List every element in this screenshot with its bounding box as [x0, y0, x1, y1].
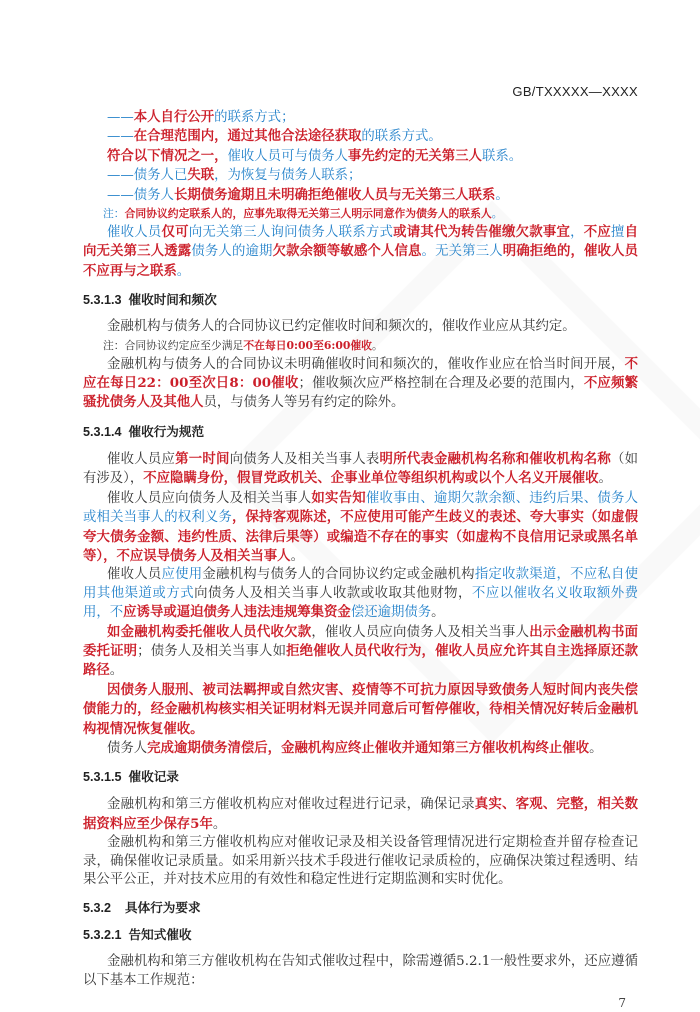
emphasis-blue-text: 催收事由、逾期欠款余额、违约后果、债务人或相关当事人的权利义务 — [83, 490, 639, 526]
emphasis-blue-text: 债务人的逾期 — [191, 244, 273, 260]
heading-5-3-1-3: 5.3.1.3 催收时间和频次 — [83, 293, 217, 308]
heading-5-3-1-4: 5.3.1.4 催收行为规范 — [83, 424, 205, 439]
body-text: 催收人员应 — [107, 451, 176, 467]
heading-5-3-1-5: 5.3.1.5 催收记录 — [83, 770, 179, 785]
emphasis-red-text: 事先约定的无关第三人 — [348, 147, 482, 164]
heading-5-3-2: 5.3.2 具体行为要求 — [83, 901, 201, 916]
body-text: 注：合同协议约定应至少满足 — [103, 338, 244, 352]
emphasis-red-text: 真实、客观、完整，相关数据资料应至少保存5年 — [83, 796, 639, 832]
emphasis-red-text: 欠款余额等敏感个人信息 — [272, 243, 422, 260]
emphasis-blue-text: 擅 — [611, 225, 625, 241]
note-time-limit — [83, 337, 638, 355]
emphasis-blue-text: 的联系方式。 — [361, 129, 442, 145]
body-text: 员，与债务人等另有约定的除外。 — [203, 395, 405, 411]
body-text: ；债务人及相关当事人如 — [137, 643, 287, 659]
body-text: 催收人员 — [107, 567, 162, 583]
emphasis-blue-text: 注： — [103, 207, 125, 221]
emphasis-red-text: 失联 — [187, 167, 215, 184]
heading-5-3-2-1: 5.3.2.1 告知式催收 — [83, 928, 192, 943]
body-text: ，催收人员应向债务人及相关当事人 — [311, 624, 530, 640]
paragraph-inform — [83, 489, 638, 567]
paragraph-termination — [83, 739, 638, 758]
emphasis-red-text: 在合理范围内，通过其他合法途径获取 — [133, 128, 362, 145]
body-text: 金融机构与债务人的合同协议已约定催收时间和频次的，催收作业应从其约定。 — [107, 319, 576, 335]
emphasis-blue-text: —— — [107, 129, 134, 145]
emphasis-red-text: 拒绝催收人员代收行为，催收人员应允许其自主选择原还款路径 — [83, 642, 639, 679]
note-contact-person — [83, 205, 638, 223]
body-text: 金融机构和第三方催收机构在告知式催收过程中，除需遵循5.2.1一般性要求外，还应遵循以下基本工作规范： — [83, 954, 638, 988]
body-text: 金融机构和第三方催收机构应对催收过程进行记录，确保记录 — [107, 797, 475, 813]
paragraph-payment-channel — [83, 566, 638, 622]
emphasis-red-text: 或请其代为转告催缴欠款事宜 — [393, 224, 571, 241]
emphasis-red-text: 明确拒绝的，催收人员不应再与之联系 — [83, 243, 639, 279]
emphasis-red-text: 不应隐瞒身份，假冒党政机关、企事业单位等组织机构或以个人名义开展催收 — [143, 470, 599, 487]
document-code: GB/TXXXXX—XXXX — [512, 84, 638, 99]
body-text: 金融机构与债务人的合同协议约定或金融机构 — [202, 567, 475, 583]
emphasis-red-text: 完成逾期债务清偿后，金融机构应终止催收并通知第三方催收机构终止催收 — [147, 739, 590, 756]
body-text: 向债务人及相关当事人收款或收取其他财物， — [194, 585, 472, 601]
emphasis-red-text: ，保持客观陈述，不应使用可能产生歧义的表述、夸大事实（如虚假夸大债务金额、违约性质、法律后果等）或编造不存在的事实（如虚构不良信用记录或黑名单等），不应误导债务人及相关当事人 — [83, 509, 639, 564]
emphasis-blue-text: ， — [570, 225, 584, 241]
list-item-self-disclosed — [83, 108, 638, 127]
emphasis-red-text: 不应频繁骚扰债务人及其他人 — [83, 375, 638, 411]
emphasis-red-text: 不应在每日22：00至次日8：00催收 — [83, 355, 638, 392]
paragraph-identify — [83, 450, 638, 489]
emphasis-red-text: 应诱导或逼迫债务人违法违规筹集资金 — [123, 604, 351, 621]
body-text: 。 — [371, 338, 383, 352]
emphasis-red-text: 自向无关第三人透露 — [83, 224, 639, 260]
emphasis-red-text: 因债务人服刑、被司法羁押或自然灾害、疫情等不可抗力原因导致债务人短时间内丧失偿债能力的，经金融机构核实相关证明材料无误并同意后可暂停催收，待相关情况好转后金融机构视情况恢复催收。 — [83, 681, 638, 737]
emphasis-blue-text: —— — [107, 110, 134, 125]
list-item-long-overdue — [83, 186, 638, 205]
body-text: 。 — [598, 471, 612, 487]
paragraph-entrusted-collection — [83, 623, 638, 681]
emphasis-blue-text: ——债务人已 — [107, 168, 188, 184]
page-number: 7 — [618, 996, 626, 1011]
paragraph-record-keeping — [83, 795, 638, 834]
body-text: 催收人员应向债务人及相关当事人 — [107, 490, 312, 506]
emphasis-blue-text: 不应以催收名义收取额外费用，不 — [83, 585, 639, 621]
body-text: 。 — [431, 605, 445, 621]
body-text: 。 — [212, 816, 227, 832]
emphasis-blue-text: 。无关第三人 — [421, 244, 503, 260]
emphasis-red-text: 合同协议约定联系人的，应事先取得无关第三人明示同意作为债务人的联系人 — [124, 207, 492, 221]
emphasis-blue-text: 催收人员可与债务人 — [227, 148, 349, 164]
list-item-lost-contact — [83, 166, 638, 185]
emphasis-red-text: 如实告知 — [311, 489, 366, 506]
emphasis-blue-text: 。 — [495, 187, 509, 203]
emphasis-red-text: 本人自行公开 — [133, 109, 215, 125]
emphasis-red-text: 符合以下情况之一， — [107, 147, 228, 164]
emphasis-blue-text: 指定收款渠道，不应私自使用其他渠道或方式 — [83, 567, 639, 601]
body-text: 金融机构和第三方催收机构应对催收记录及相关设备管理情况进行定期检查并留存检查记录，确保催收记录质量。如采用新兴技术手段进行催收记录质检的，应确保决策过程透明、结果公平公正，并对技术应用的有效性和稳定性进行定期监测和实时优化。 — [83, 835, 638, 887]
emphasis-red-text: 仅可 — [161, 224, 189, 241]
body-text: （如有涉及）， — [83, 451, 639, 487]
emphasis-blue-text: 偿还逾期债务 — [350, 605, 432, 621]
body-text: 向债务人及相关当事人表 — [229, 451, 380, 467]
emphasis-blue-text: 的联系方式； — [214, 110, 295, 125]
paragraph-third-party — [83, 223, 638, 281]
emphasis-red-text: 如金融机构委托催收人员代收欠款 — [107, 623, 312, 640]
emphasis-red-text: 第一时间 — [175, 450, 230, 467]
emphasis-blue-text: 向无关第三人询问债务人联系方式 — [188, 225, 394, 241]
emphasis-red-text: 不在每日0:00至6:00催收 — [243, 338, 372, 352]
list-item-lawful-channels — [83, 127, 638, 146]
paragraph-agreed-time — [83, 318, 638, 336]
emphasis-red-text: 不应 — [583, 224, 612, 241]
document-body — [83, 108, 638, 1012]
paragraph-unspecified-time — [83, 355, 638, 413]
emphasis-blue-text: 联系。 — [481, 148, 523, 164]
body-text: 债务人 — [107, 740, 148, 756]
paragraph-suspension — [83, 681, 638, 739]
emphasis-red-text: 出示金融机构书面委托证明 — [83, 623, 639, 659]
emphasis-blue-text: ——债务人 — [107, 187, 174, 203]
emphasis-blue-text: 催收人员 — [107, 225, 162, 241]
paragraph-record-inspection — [83, 834, 638, 889]
emphasis-red-text: 明所代表金融机构名称和催收机构名称 — [379, 450, 612, 467]
body-text: 。 — [589, 740, 603, 756]
emphasis-blue-text: ，为恢复与债务人联系； — [214, 168, 362, 184]
emphasis-blue-text: 应使用 — [161, 567, 203, 583]
paragraph-conditions — [83, 147, 638, 166]
paragraph-notice-collection — [83, 953, 638, 990]
emphasis-red-text: 长期债务逾期且未明确拒绝催收人员与无关第三人联系 — [173, 186, 496, 203]
emphasis-blue-text: 。 — [176, 263, 191, 279]
body-text: 。 — [290, 548, 304, 564]
body-text: 金融机构与债务人的合同协议未明确催收时间和频次的，催收作业应在恰当时间开展， — [107, 356, 625, 372]
emphasis-blue-text: 。 — [491, 207, 503, 221]
body-text: ；催收频次应严格控制在合理及必要的范围内， — [298, 376, 584, 392]
body-text: 。 — [109, 663, 124, 679]
